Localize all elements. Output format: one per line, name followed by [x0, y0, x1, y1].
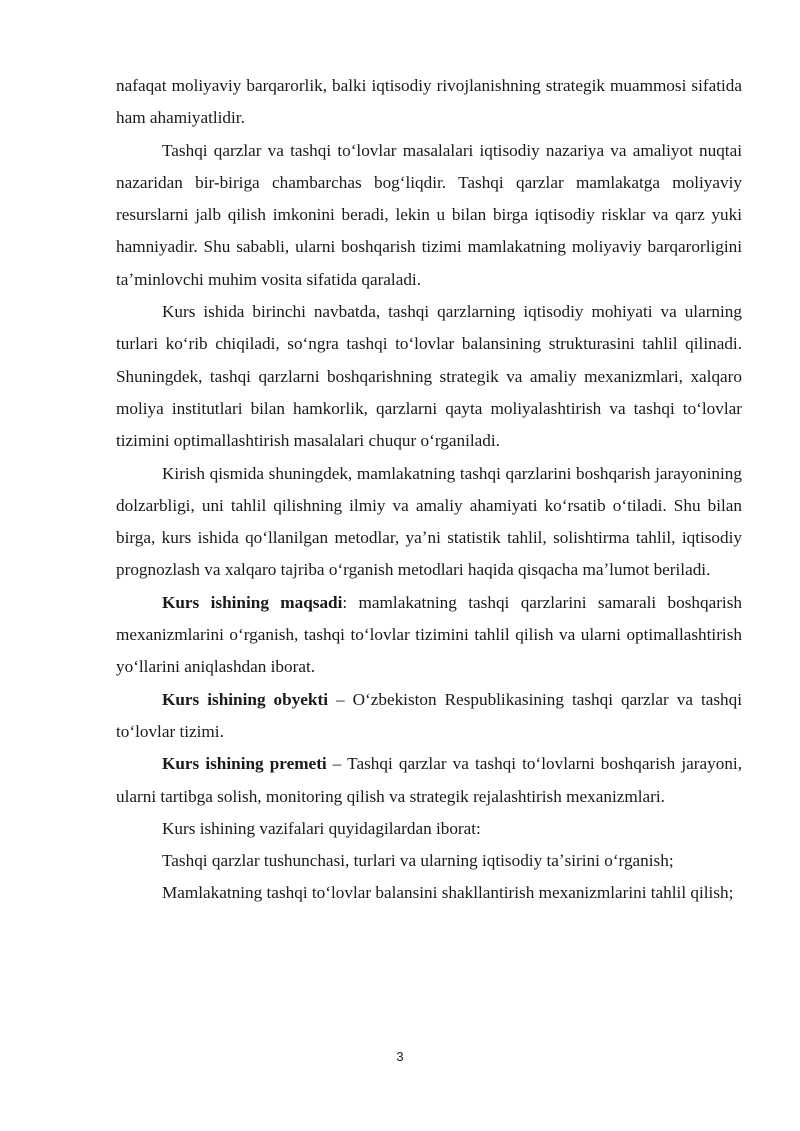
paragraph-task-1 — [116, 845, 742, 877]
paragraph-text: Kurs ishida birinchi navbatda, tashqi qarzlarning iqtisodiy mohiyati va ularning turlari koʻrib chiqiladi, soʻngra tashqi toʻlovlar balansining strukturasini tahlil qilinadi. Shuningdek, tashqi qarzlarni boshqarishning strategik va amaliy mexanizmlari, xalqaro moliya institutlari bilan hamkorlik, qarzlarni qayta moliyalashtirish va tashqi toʻlovlar tizimini optimallashtirish masalalari chuqur oʻrganiladi. — [116, 302, 742, 451]
paragraph-goal — [116, 587, 742, 684]
paragraph-text: Kurs ishining vazifalari quyidagilardan iborat: — [162, 818, 481, 838]
paragraph-course-overview — [116, 296, 742, 457]
paragraph-text: – Oʻzbekiston Respublikasining tashqi qarzlar va tashqi toʻlovlar tizimi. — [116, 689, 743, 741]
paragraph-text: Mamlakatning tashqi toʻlovlar balansini shakllantirish mexanizmlarini tahlil qilish; — [162, 883, 734, 903]
document-page — [116, 70, 742, 910]
object-heading: Kurs ishining obyekti — [162, 689, 328, 709]
goal-heading: Kurs ishining maqsadi — [162, 592, 343, 612]
paragraph-text: Tashqi qarzlar va tashqi toʻlovlar masalalari iqtisodiy nazariya va amaliyot nuqtai nazaridan bir-biriga chambarchas bogʻliqdir. Tashqi qarzlar mamlakatga moliyaviy resurslarni jalb qilish imkonini beradi, lekin u bilan birga iqtisodiy risklar va qarz yuki hamniyadir. Shu sababli, ularni boshqarish tizimi mamlakatning moliyaviy barqarorligini taʼminlovchi muhim vosita sifatida qaraladi. — [116, 140, 742, 289]
paragraph-text: Tashqi qarzlar tushunchasi, turlari va ularning iqtisodiy taʼsirini oʻrganish; — [162, 851, 674, 871]
paragraph-text: – Tashqi qarzlar va tashqi toʻlovlarni boshqarish jarayoni, ularni tartibga solish, monitoring qilish va strategik rejalashtirish mexanizmlari. — [116, 754, 742, 806]
paragraph-subject — [116, 748, 742, 813]
paragraph-text: : mamlakatning tashqi qarzlarini samarali boshqarish mexanizmlarini oʻrganish, tashqi toʻlovlar tizimini tahlil qilish va ularni optimallashtirish yoʻllarini aniqlashdan iborat. — [116, 592, 742, 677]
page-number: 3 — [396, 1049, 404, 1064]
paragraph-external-debts — [116, 135, 742, 296]
paragraph-continuation — [116, 70, 742, 135]
paragraph-tasks-intro — [116, 813, 742, 845]
paragraph-text: nafaqat moliyaviy barqarorlik, balki iqtisodiy rivojlanishning strategik muammosi sifatida ham ahamiyatlidir. — [116, 76, 742, 128]
paragraph-introduction — [116, 458, 742, 587]
paragraph-text: Kirish qismida shuningdek, mamlakatning tashqi qarzlarini boshqarish jarayonining dolzarbligi, uni tahlil qilishning ilmiy va amaliy ahamiyati koʻrsatib oʻtiladi. Shu bilan birga, kurs ishida qoʻllanilgan metodlar, yaʼni statistik tahlil, solishtirma tahlil, iqtisodiy prognozlash va xalqaro tajriba oʻrganish metodlari haqida qisqacha maʼlumot beriladi. — [116, 463, 742, 580]
paragraph-task-2 — [116, 877, 742, 909]
paragraph-object — [116, 684, 742, 749]
subject-heading: Kurs ishining premeti — [162, 754, 327, 774]
